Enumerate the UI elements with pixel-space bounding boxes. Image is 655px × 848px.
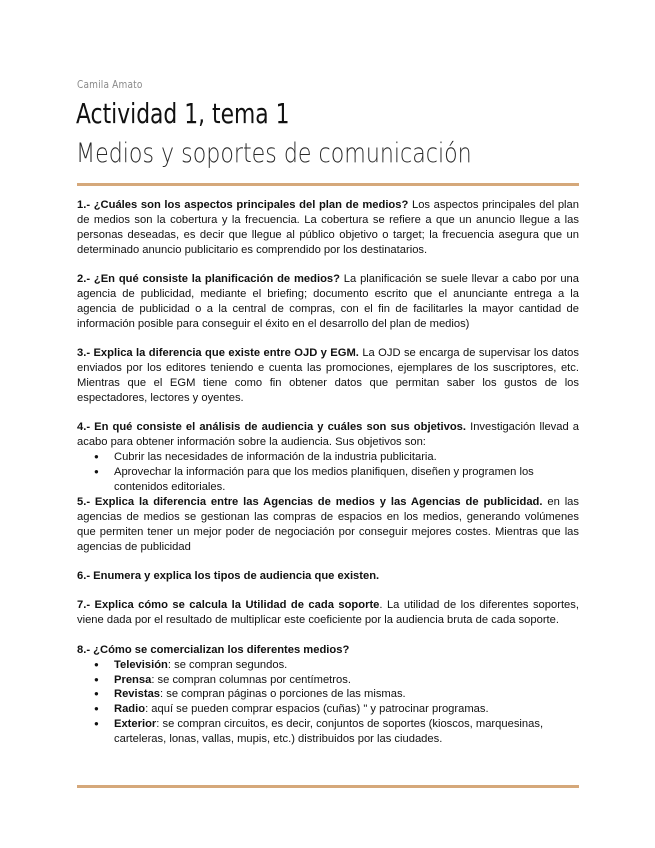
media-description: : se compran segundos. (167, 658, 288, 671)
document-body (77, 198, 579, 747)
media-description: : se compran circuitos, es decir, conjuntos de soportes (kioscos, marquesinas, carteleras, lonas, vallas, mupis, etc.) distribuidos por las ciudades. (114, 718, 544, 746)
media-name: Televisión (114, 658, 168, 671)
media-description: : se compran páginas o porciones de las mismas. (160, 688, 406, 701)
question-4-answer: Investigación llevad a acabo para obtener información sobre la audiencia. Sus objetivos son: (77, 421, 580, 449)
media-item-television (114, 658, 579, 673)
question-6-heading: 6.- Enumera y explica los tipos de audiencia que existen. (77, 570, 380, 583)
question-6 (77, 569, 579, 584)
list-item: ● Aprovechar la información para que los medios planifiquen, diseñen y programen los contenidos editoriales. (114, 465, 579, 495)
footer-divider (77, 785, 579, 788)
header-divider (77, 183, 579, 186)
media-item-exterior (114, 717, 579, 747)
media-name: Exterior (114, 718, 157, 731)
question-3-answer: La OJD se encarga de supervisar los datos enviados por los editores teniendo e cuenta las promociones, ejemplares de los suscriptores, etc. Mientras que el EGM tiene como fin obtener datos que permitan saber los gustos de los espectadores, lectores y oyentes. (77, 347, 579, 404)
question-4-heading: 4.- En qué consiste el análisis de audiencia y cuáles son sus objetivos. (77, 421, 467, 434)
question-1-heading: 1.- ¿Cuáles son los aspectos principales del plan de medios? (77, 199, 409, 211)
question-4-objectives-list (77, 450, 579, 495)
question-7 (77, 598, 579, 628)
media-item-radio (114, 702, 579, 717)
list-item: ● Cubrir las necesidades de información de la industria publicitaria. (114, 450, 579, 465)
question-5-answer: en las agencias de medios se gestionan las compras de espacios en los medios, generando volúmenes que permiten tener un mejor poder de negociación por conseguir mejores costes. Mientras que las agencias de publicidad (77, 495, 580, 553)
media-list (77, 658, 579, 747)
media-name: Prensa (114, 673, 152, 686)
question-2 (77, 272, 579, 332)
question-8-heading: 8.- ¿Cómo se comercializan los diferentes medios? (77, 643, 350, 656)
question-3 (77, 346, 579, 406)
question-1 (77, 198, 579, 258)
question-3-heading: 3.- Explica la diferencia que existe entre OJD y EGM. (77, 347, 359, 360)
question-4 (77, 420, 579, 450)
media-name: Revistas (114, 688, 161, 701)
question-8 (77, 643, 579, 658)
media-item-magazines (114, 687, 579, 702)
question-7-heading: 7.- Explica cómo se calcula la Utilidad de cada soporte (77, 599, 380, 612)
question-7-answer: . La utilidad de los diferentes soportes, viene dada por el resultado de multiplicar este coeficiente por la audiencia bruta de cada soporte. (77, 599, 579, 627)
document-title: Actividad 1, tema 1 (76, 97, 290, 130)
document-subtitle: Medios y soportes de comunicación (76, 138, 472, 169)
question-2-answer: La planificación se suele llevar a cabo por una agencia de publicidad, mediante el briefing; documento escrito que el anunciante entrega a la agencia de publicidad o a la central de compras, con el fin de facilitarles la mayor cantidad de información posible para conseguir el éxito en el desarrollo del plan de medios) (77, 273, 579, 330)
media-item-press (114, 673, 579, 688)
media-description: : aquí se pueden comprar espacios (cuñas) " y patrocinar programas. (145, 703, 489, 716)
media-name: Radio (114, 703, 146, 716)
question-5-heading: 5.- Explica la diferencia entre las Agencias de medios y las Agencias de publicidad. (77, 495, 543, 508)
question-5 (77, 495, 579, 555)
media-description: : se compran columnas por centímetros. (151, 673, 351, 686)
author-name: Camila Amato (77, 78, 143, 91)
question-2-heading: 2.- ¿En qué consiste la planificación de medios? (77, 273, 340, 286)
question-1-answer: Los aspectos principales del plan de medios son la cobertura y la frecuencia. La cobertura se refiere a que un anuncio llegue a las personas deseadas, es decir que llegue al público objetivo o target; la frecuencia asegura que un determinado anuncio publicitario es comprendido por los destinatarios. (77, 199, 579, 256)
